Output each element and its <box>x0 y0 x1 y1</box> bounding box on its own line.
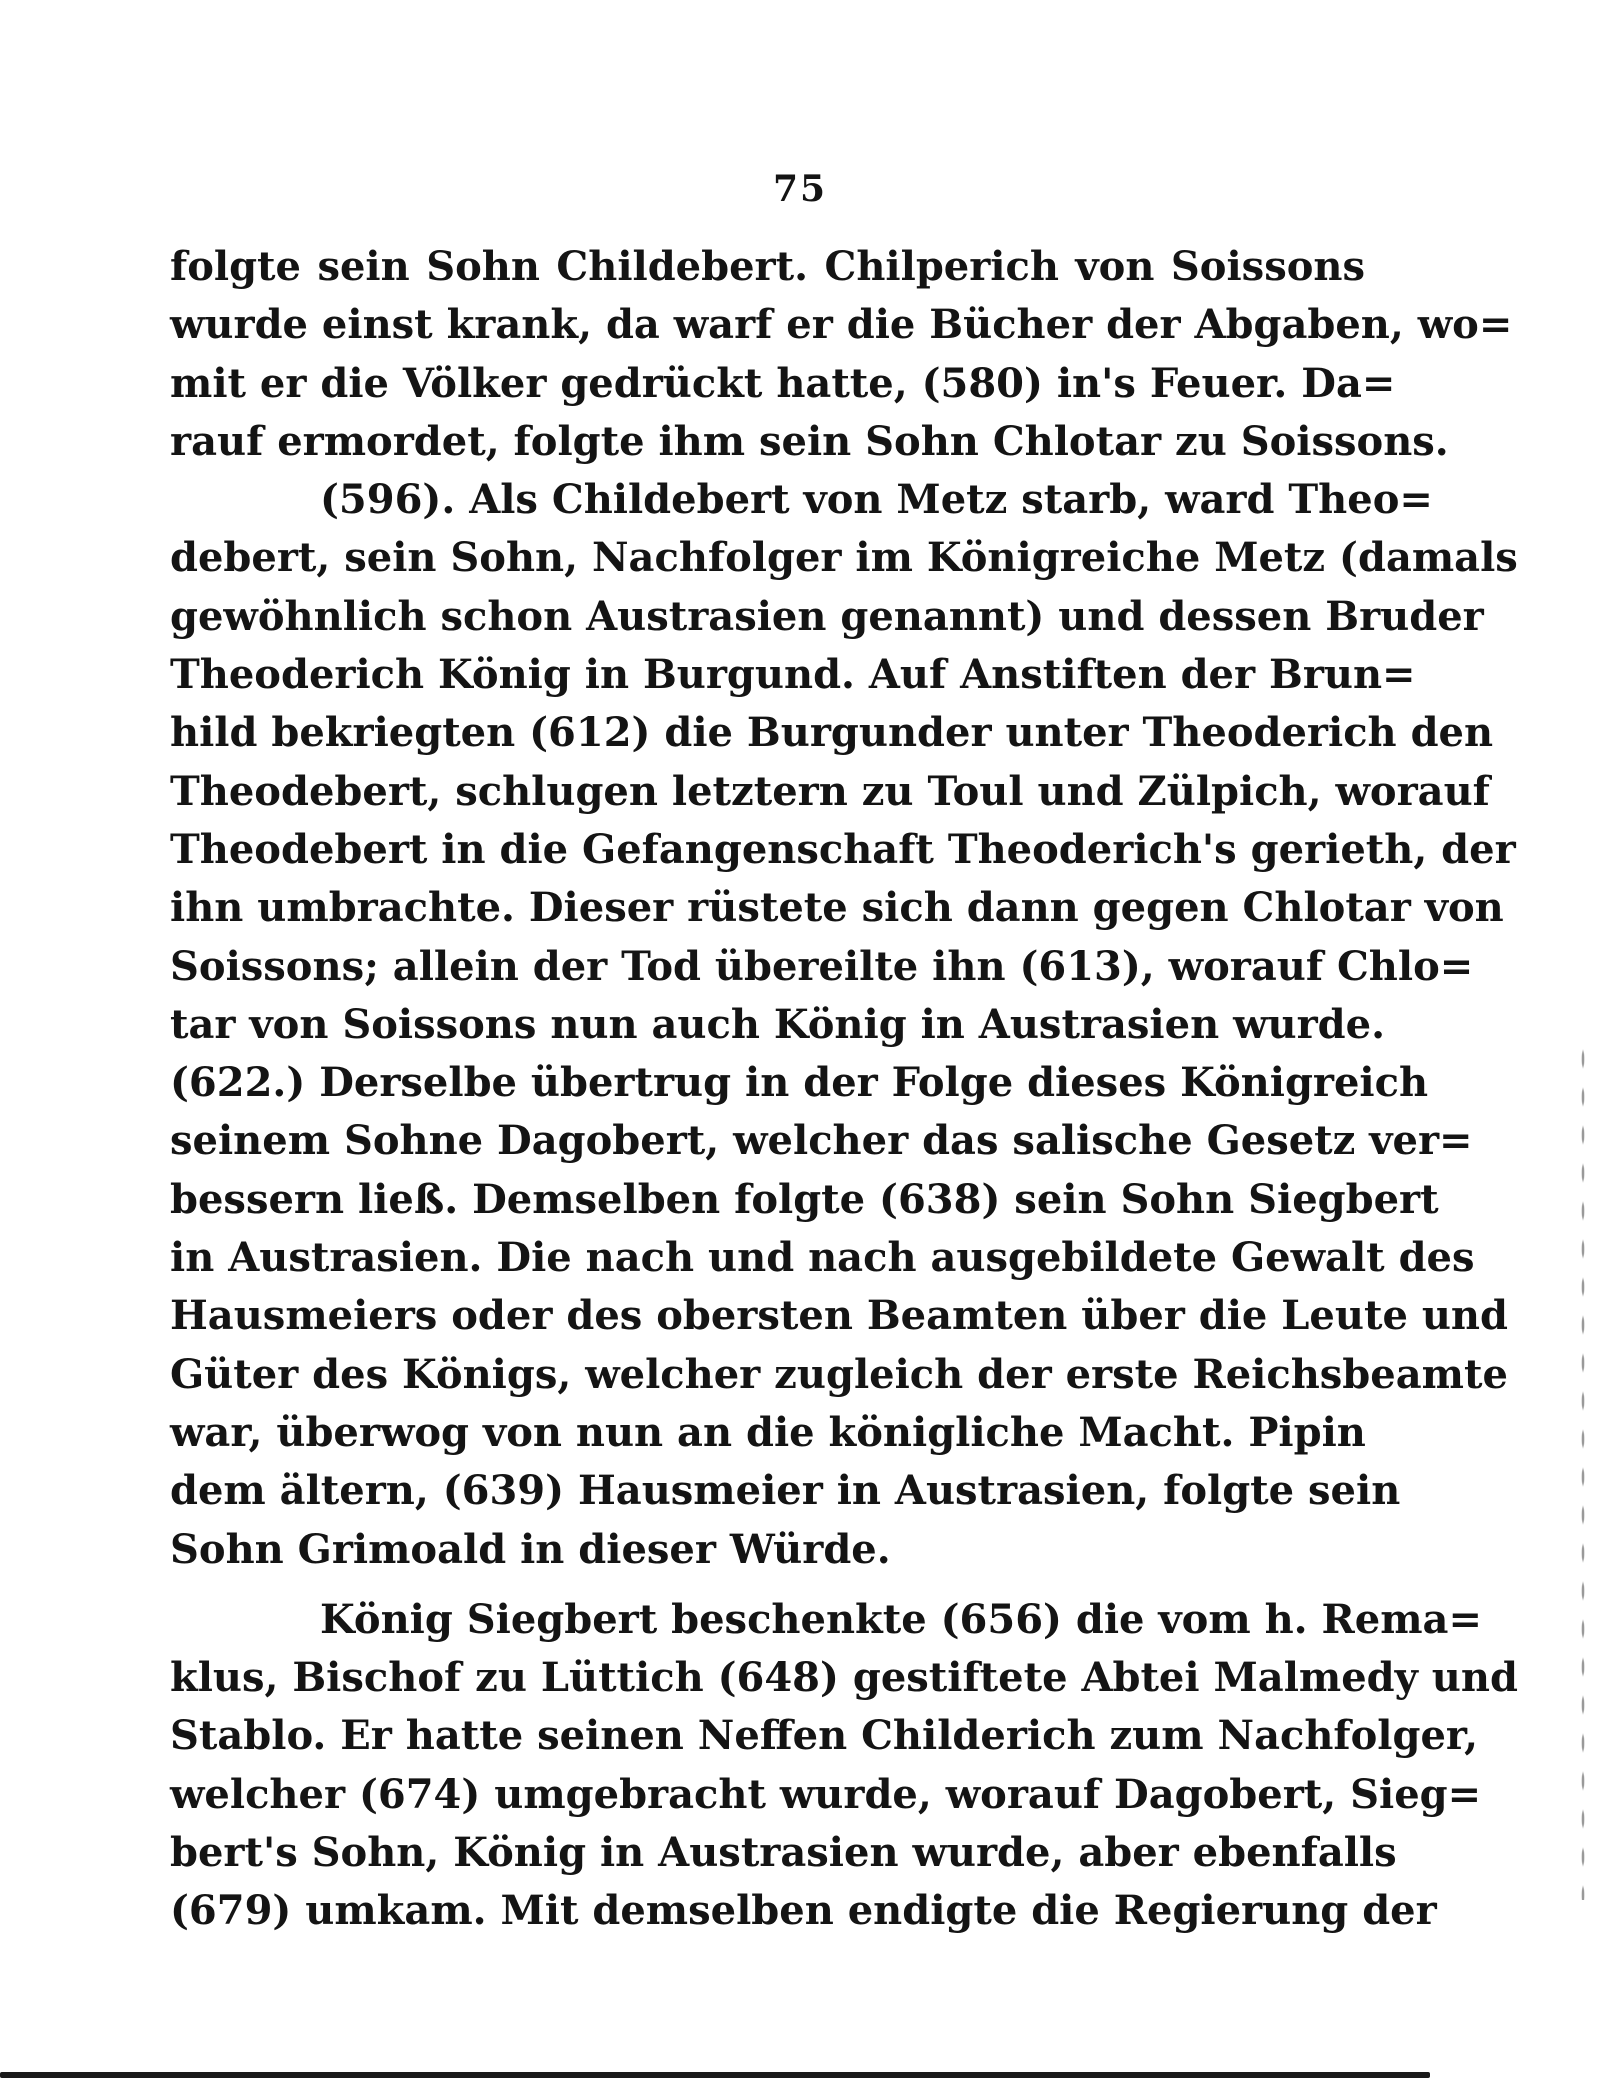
text-line: Hausmeiers oder des obersten Beamten über die Leute und <box>170 1292 1508 1340</box>
text-line: bert's Sohn, König in Austrasien wurde, aber ebenfalls <box>170 1829 1397 1877</box>
text-line: Güter des Königs, welcher zugleich der erste Reichsbeamte <box>170 1350 1508 1398</box>
text-line: klus, Bischof zu Lüttich (648) gestiftete Abtei Malmedy und <box>170 1654 1518 1702</box>
paragraph-1 <box>170 238 1518 1579</box>
text-line: bessern ließ. Demselben folgte (638) sein Sohn Siegbert <box>170 1175 1439 1223</box>
text-line: Theodebert, schlugen letztern zu Toul und Zülpich, worauf <box>170 767 1490 815</box>
text-line: in Austrasien. Die nach und nach ausgebildete Gewalt des <box>170 1234 1475 1282</box>
text-line: Sohn Grimoald in dieser Würde. <box>170 1525 891 1573</box>
text-line: ihn umbrachte. Dieser rüstete sich dann gegen Chlotar von <box>170 884 1504 932</box>
text-line: (679) umkam. Mit demselben endigte die Regierung der <box>170 1887 1437 1935</box>
body-text <box>170 238 1518 1941</box>
text-line: König Siegbert beschenkte (656) die vom h. Rema= <box>320 1595 1482 1643</box>
text-line: dem ältern, (639) Hausmeier in Austrasien, folgte sein <box>170 1467 1401 1515</box>
page-number: 75 <box>772 168 828 210</box>
text-line: Soissons; allein der Tod übereilte ihn (613), worauf Chlo= <box>170 942 1474 990</box>
text-line: seinem Sohne Dagobert, welcher das salische Gesetz ver= <box>170 1117 1473 1165</box>
text-line: gewöhnlich schon Austrasien genannt) und dessen Bruder <box>170 592 1484 640</box>
paragraph-gap <box>170 1579 1365 1591</box>
text-line: welcher (674) umgebracht wurde, worauf Dagobert, Sieg= <box>170 1770 1482 1818</box>
paragraph-2 <box>170 1591 1518 1941</box>
text-line: Theodebert in die Gefangenschaft Theoderich's gerieth, der <box>170 825 1516 873</box>
scan-edge-specks <box>1580 1040 1586 1900</box>
text-line: (596). Als Childebert von Metz starb, ward Theo= <box>320 476 1433 524</box>
text-line: tar von Soissons nun auch König in Austrasien wurde. <box>170 1000 1386 1048</box>
text-line: hild bekriegten (612) die Burgunder unter Theoderich den <box>170 709 1494 757</box>
text-line: Theoderich König in Burgund. Auf Anstiften der Brun= <box>170 651 1416 699</box>
text-line: wurde einst krank, da warf er die Bücher der Abgaben, wo= <box>170 301 1513 349</box>
text-line: war, überwog von nun an die königliche Macht. Pipin <box>170 1408 1366 1456</box>
text-line: rauf ermordet, folgte ihm sein Sohn Chlotar zu Soissons. <box>170 417 1449 465</box>
text-line: mit er die Völker gedrückt hatte, (580) in's Feuer. Da= <box>170 359 1396 407</box>
text-line: folgte sein Sohn Childebert. Chilperich von Soissons <box>170 243 1365 290</box>
text-line: debert, sein Sohn, Nachfolger im Königreiche Metz (damals <box>170 534 1518 582</box>
text-line: (622.) Derselbe übertrug in der Folge dieses Königreich <box>170 1059 1429 1107</box>
scan-bottom-edge <box>0 2072 1430 2078</box>
text-line: Stablo. Er hatte seinen Neffen Childerich zum Nachfolger, <box>170 1712 1479 1760</box>
